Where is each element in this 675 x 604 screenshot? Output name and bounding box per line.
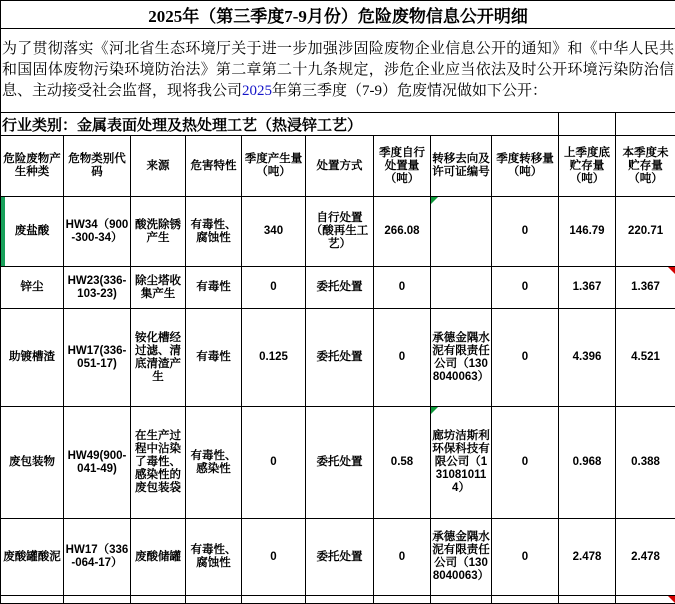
cell-quarter-generated[interactable]: 0 (242, 407, 306, 519)
cell-source[interactable]: 酸洗除锈产生 (131, 197, 186, 267)
col-header-transferred[interactable]: 季度转移量（吨） (492, 136, 559, 197)
col-header-waste-code[interactable]: 危物类别代码 (64, 136, 131, 197)
col-header-disposal-method[interactable]: 处置方式 (306, 136, 374, 197)
cell-source[interactable]: 铵化槽经过滤、清底清渣产生 (131, 309, 186, 407)
cell-transfer-destination[interactable]: 承德金隅水泥有限责任公司（1308040063） (431, 309, 492, 407)
cell-quarter-generated[interactable]: 0 (242, 519, 306, 596)
cell-waste-type[interactable]: 废包装物 (1, 407, 64, 519)
cell-quarter-generated[interactable]: 0 (242, 267, 306, 309)
cell-prev-stock[interactable]: 0.968 (559, 407, 616, 519)
cell-current-stock[interactable]: 220.71 (616, 197, 675, 267)
red-corner-flag-icon (668, 596, 675, 603)
col-header-quarter-generated[interactable]: 季度产生量（吨） (242, 136, 306, 197)
empty-cell[interactable] (64, 596, 131, 604)
col-header-waste-type[interactable]: 危险废物产生种类 (1, 136, 64, 197)
cell-self-disposed[interactable]: 0 (374, 267, 431, 309)
cell-self-disposed[interactable]: 0.58 (374, 407, 431, 519)
cell-waste-code[interactable]: HW17（336-064-17） (64, 519, 131, 596)
table-row (1, 197, 675, 267)
cell-waste-code[interactable]: HW17(336-051-17) (64, 309, 131, 407)
cell-hazard[interactable]: 有毒性、腐蚀性 (186, 197, 242, 267)
cell-waste-code[interactable]: HW34（900-300-34） (64, 197, 131, 267)
empty-cell[interactable] (186, 596, 242, 604)
cell-disposal-method[interactable]: 委托处置 (306, 407, 374, 519)
cell-hazard[interactable]: 有毒性 (186, 309, 242, 407)
cell-current-stock[interactable]: 2.478 (616, 519, 675, 596)
cell-source[interactable]: 废酸储罐 (131, 519, 186, 596)
cell-transfer-destination[interactable] (431, 407, 492, 519)
empty-cell[interactable] (374, 596, 431, 604)
empty-cell[interactable] (616, 113, 675, 136)
cell-transfer-destination[interactable] (431, 267, 492, 309)
cell-waste-type[interactable]: 锌尘 (1, 267, 64, 309)
cell-source[interactable]: 在生产过程中沾染了毒性、感染性的废包装袋 (131, 407, 186, 519)
col-header-transfer-destination[interactable]: 转移去向及许可证编号 (431, 136, 492, 197)
cell-transferred[interactable]: 0 (492, 519, 559, 596)
col-header-prev-quarter-stock[interactable]: 上季度底贮存量（吨） (559, 136, 616, 197)
empty-cell[interactable] (559, 596, 616, 604)
cell-transferred[interactable]: 0 (492, 407, 559, 519)
empty-cell[interactable] (559, 113, 616, 136)
empty-cell[interactable] (492, 596, 559, 604)
cell-waste-code[interactable]: HW23(336-103-23) (64, 267, 131, 309)
cell-source[interactable]: 除尘塔收集产生 (131, 267, 186, 309)
empty-cell[interactable] (242, 596, 306, 604)
cell-waste-type[interactable]: 助镀槽渣 (1, 309, 64, 407)
cell-prev-stock[interactable]: 2.478 (559, 519, 616, 596)
cell-waste-code[interactable]: HW49(900-041-49) (64, 407, 131, 519)
cell-transfer-destination[interactable]: 承德金隅水泥有限责任公司（1308040063） (431, 519, 492, 596)
empty-cell[interactable] (431, 596, 492, 604)
sheet-title[interactable]: 2025年（第三季度7-9月份）危险废物信息公开明细 (1, 1, 675, 29)
cell-disposal-method[interactable]: 委托处置 (306, 309, 374, 407)
cell-quarter-generated[interactable]: 340 (242, 197, 306, 267)
cell-hazard[interactable]: 有毒性、感染性 (186, 407, 242, 519)
empty-cell[interactable] (616, 596, 675, 604)
cell-text: 廊坊洁斯利环保科技有限公司（1310810114） (432, 430, 490, 494)
table-row (1, 407, 675, 519)
red-corner-flag-icon (668, 267, 675, 274)
cell-text: 1.367 (631, 281, 660, 293)
cell-prev-stock[interactable]: 1.367 (559, 267, 616, 309)
industry-category-label[interactable]: 行业类别：金属表面处理及热处理工艺（热浸锌工艺） (1, 113, 559, 136)
cell-self-disposed[interactable]: 0 (374, 309, 431, 407)
table-row (1, 519, 675, 596)
cell-disposal-method[interactable]: 委托处置 (306, 519, 374, 596)
cell-waste-type[interactable]: 废酸罐酸泥 (1, 519, 64, 596)
cell-transferred[interactable]: 0 (492, 267, 559, 309)
cell-current-stock[interactable]: 4.521 (616, 309, 675, 407)
intro-text-part2: 年第三季度（7-9）危废情况做如下公开： (272, 83, 548, 99)
green-corner-flag-icon (431, 407, 438, 414)
cell-current-stock[interactable]: 0.388 (616, 407, 675, 519)
cell-self-disposed[interactable]: 266.08 (374, 197, 431, 267)
cell-prev-stock[interactable]: 146.79 (559, 197, 616, 267)
cell-transfer-destination[interactable] (431, 197, 492, 267)
intro-year-highlight: 2025 (242, 83, 273, 99)
intro-text-part1: 为了贯彻落实《河北省生态环境厅关于进一步加强涉固险废物企业信息公开的通知》和《中华人民共和国固体废物污染环境防治法》第二章第二十九条规定，涉危企业应当依法及时公开环境污染防治信息、主动接受社会监督，现将我公司 (2, 41, 675, 99)
empty-cell[interactable] (306, 596, 374, 604)
cell-disposal-method[interactable]: 自行处置（酸再生工艺） (306, 197, 374, 267)
cell-transferred[interactable]: 0 (492, 197, 559, 267)
col-header-hazard[interactable]: 危害特性 (186, 136, 242, 197)
cell-current-stock[interactable] (616, 267, 675, 309)
cell-quarter-generated[interactable]: 0.125 (242, 309, 306, 407)
intro-paragraph[interactable] (1, 29, 675, 113)
cell-disposal-method[interactable]: 委托处置 (306, 267, 374, 309)
col-header-source[interactable]: 来源 (131, 136, 186, 197)
green-corner-flag-icon (431, 197, 438, 204)
col-header-self-disposed[interactable]: 季度自行处置量（吨） (374, 136, 431, 197)
table-row (1, 309, 675, 407)
cell-transferred[interactable]: 0 (492, 309, 559, 407)
cell-waste-type[interactable]: 废盐酸 (1, 197, 64, 267)
table-row (1, 267, 675, 309)
col-header-current-quarter-stock[interactable]: 本季度未贮存量（吨） (616, 136, 675, 197)
empty-cell[interactable] (1, 596, 64, 604)
empty-cell[interactable] (131, 596, 186, 604)
cell-hazard[interactable]: 有毒性、腐蚀性 (186, 519, 242, 596)
cell-prev-stock[interactable]: 4.396 (559, 309, 616, 407)
table-row (1, 596, 675, 604)
cell-self-disposed[interactable]: 0 (374, 519, 431, 596)
cell-hazard[interactable]: 有毒性 (186, 267, 242, 309)
